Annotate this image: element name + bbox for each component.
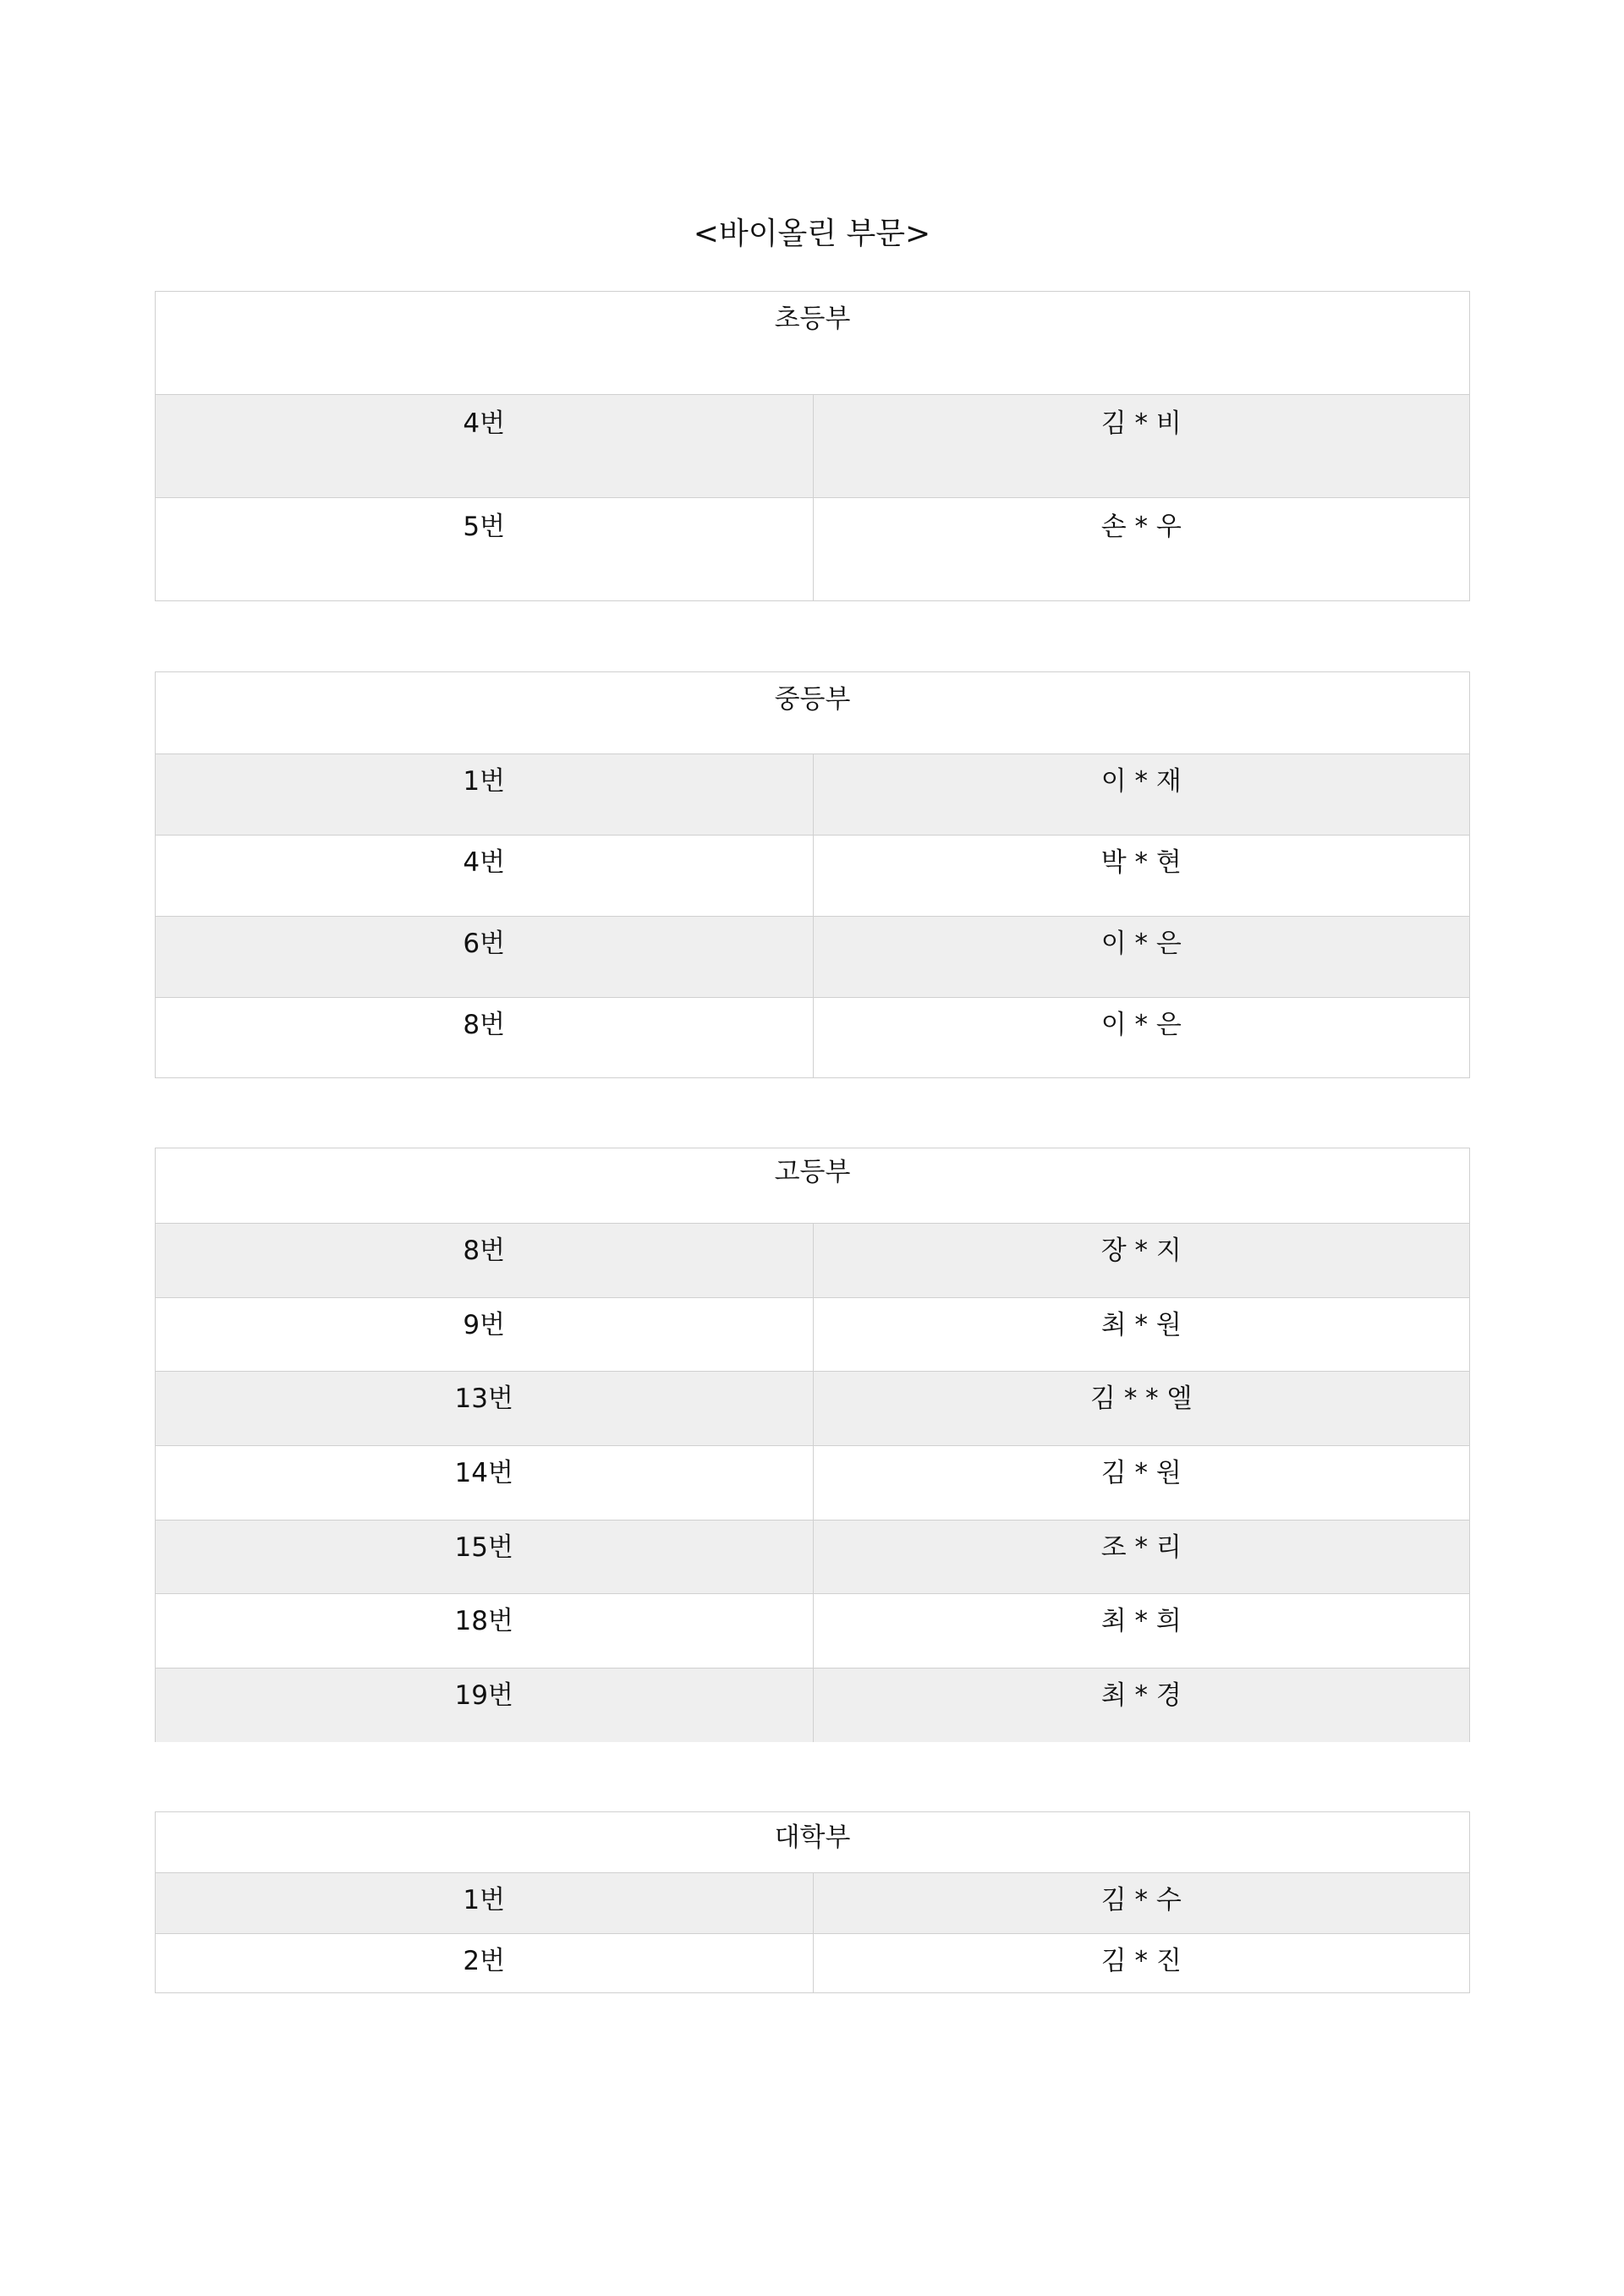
name-cell: 조 * 리 <box>813 1521 1470 1594</box>
table-header: 고등부 <box>156 1148 1469 1223</box>
table-row <box>156 1297 1469 1372</box>
table-row <box>156 753 1469 835</box>
high-school-table <box>155 1148 1470 1742</box>
number-cell: 8번 <box>463 1010 506 1040</box>
name-cell: 이 * 은 <box>813 917 1470 997</box>
name-cell: 장 * 지 <box>813 1224 1470 1297</box>
table-row <box>156 835 1469 916</box>
number-cell: 4번 <box>463 408 506 439</box>
university-table <box>155 1811 1470 1993</box>
name-cell: 최 * 원 <box>813 1298 1470 1372</box>
table-row <box>156 1520 1469 1594</box>
elementary-table <box>155 291 1470 601</box>
name-cell: 최 * 희 <box>813 1594 1470 1668</box>
table-row <box>156 1668 1469 1742</box>
middle-school-table <box>155 671 1470 1078</box>
table-row <box>156 1371 1469 1445</box>
name-cell: 이 * 재 <box>813 754 1470 835</box>
table-header: 대학부 <box>156 1812 1469 1872</box>
number-cell: 18번 <box>454 1606 513 1637</box>
number-cell: 2번 <box>463 1945 506 1976</box>
name-cell: 박 * 현 <box>813 836 1470 916</box>
number-cell: 13번 <box>454 1384 513 1415</box>
table-row <box>156 497 1469 600</box>
number-cell: 1번 <box>463 1885 506 1915</box>
number-cell: 6번 <box>463 929 506 959</box>
table-row <box>156 394 1469 497</box>
number-cell: 4번 <box>463 847 506 878</box>
table-row <box>156 1593 1469 1668</box>
number-cell: 14번 <box>454 1458 513 1489</box>
number-cell: 19번 <box>454 1680 513 1712</box>
table-row <box>156 1445 1469 1520</box>
name-cell: 김 * 진 <box>813 1934 1470 1994</box>
number-cell: 9번 <box>463 1309 506 1340</box>
table-header: 초등부 <box>156 292 1469 394</box>
table-row <box>156 916 1469 997</box>
table-row <box>156 997 1469 1078</box>
number-cell: 15번 <box>454 1532 513 1563</box>
name-cell: 김 * 원 <box>813 1446 1470 1520</box>
table-header: 중등부 <box>156 672 1469 753</box>
name-cell: 최 * 경 <box>813 1669 1470 1742</box>
table-row <box>156 1223 1469 1297</box>
name-cell: 김 * 수 <box>813 1873 1470 1933</box>
page-title: <바이올린 부문> <box>693 216 931 251</box>
name-cell: 김 * 비 <box>813 395 1470 497</box>
number-cell: 8번 <box>463 1236 506 1266</box>
name-cell: 이 * 은 <box>813 998 1470 1078</box>
table-row <box>156 1933 1469 1994</box>
number-cell: 5번 <box>463 512 506 542</box>
number-cell: 1번 <box>463 766 506 797</box>
name-cell: 김 * * 엘 <box>813 1372 1470 1445</box>
name-cell: 손 * 우 <box>813 498 1470 600</box>
table-row <box>156 1872 1469 1933</box>
